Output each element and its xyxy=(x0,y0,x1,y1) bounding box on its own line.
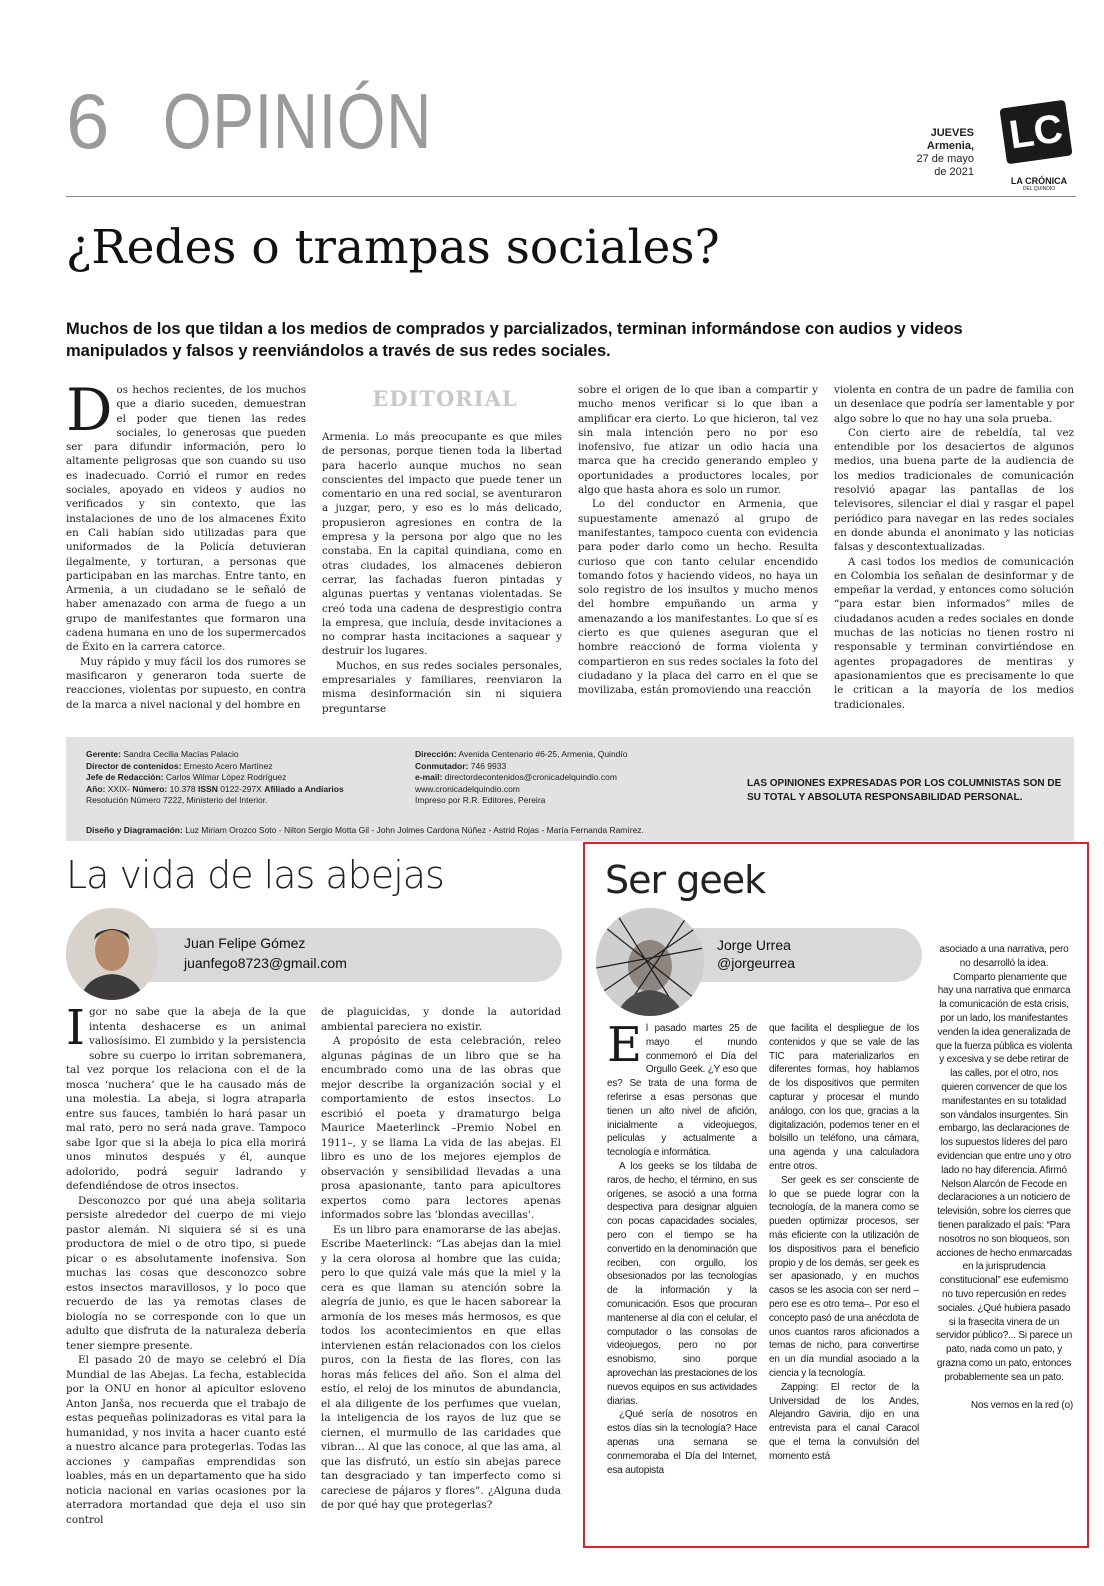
paragraph: l pasado martes 25 de mayo el mundo conmemoró el Día del Orgullo Geek. ¿Y eso que es? Se trata de una forma de referirse a esas personas que tienen un alto nivel de afición, inicialmente a videojuegos, películas y actualmente a tecnología e informática. xyxy=(607,1023,757,1159)
author-name: Juan Felipe Gómez xyxy=(184,935,306,951)
editorial-column-4 xyxy=(834,383,1074,712)
column-title-abejas: La vida de las abejas xyxy=(66,853,444,897)
paragraph: violenta en contra de un padre de familia con un desenlace que podría ser lamentable y por algo sobre lo que no hay una sola prueba. xyxy=(834,384,1074,425)
editorial-label: EDITORIAL xyxy=(372,386,518,411)
author-photo xyxy=(596,908,704,1016)
paragraph: A los geeks se los tildaba de raros, de hecho, el término, en sus orígenes, se asoció a una forma despectiva para designar alguien con pocas capacidades sociales, pero con el tiempo se ha convertido en la denominación que reciben, con orgullo, los obsesionados por las tecnologías de la información y la comunicación. Esos que procuran mantenerse al día con el celular, el computador o las consolas de videojuegos, pero no por esnobismo, sino porque aprovechan las prestaciones de los nuevos equipos en sus actividades diarias. xyxy=(607,1160,757,1407)
dropcap: D xyxy=(66,376,113,444)
newspaper-logo: LC xyxy=(999,100,1072,165)
paragraph: os hechos recientes, de los muchos que a diario suceden, demuestran el poder que tienen las redes sociales, lo generosas que pueden ser para difundir información, pero lo altamente peligrosas que son cuando su uso es inadecuado. Corrió el rumor en redes sociales, apoyado en videos y audios no verificados y sin contexto, que las instalaciones de uno de los almacenes Éxito en Cali habían sido utilizadas para que uniformados de la Policía detuvieran ilegalmente, y torturan, a personas que participaban en las marchas. Entre tanto, en Armenia, a un ciudadano se le señaló de haber amenazado con arma de fuego a un grupo de manifestantes que formaron una cadena humana en uno de los supermercados de Éxito en la carrera catorce. xyxy=(66,384,306,654)
paragraph: Armenia. Lo más preocupante es que miles de personas, porque tienen toda la libertad para hacerlo aunque muchos no sean conscientes del impacto que puede tener un comentario en una red social, se aventuraron a juzgar, pero, y eso es lo más delicado, propusieron agresiones en contra de la empresa y la persona por algo que no les constaba. En la capital quindiana, como en otras ciudades, los almacenes debieron cerrar, las fachadas fueron pintadas y algunas puertas y ventanas violentadas. Se creó toda una cadena de desprestigio contra la empresa, que incluía, desde invitaciones a no comprar hasta incitaciones a saquear y destruir los lugares. xyxy=(322,431,562,658)
date-block xyxy=(890,127,974,179)
editorial-headline: ¿Redes o trampas sociales? xyxy=(66,220,720,275)
header-rule xyxy=(66,196,1076,197)
paragraph: asociado a una narrativa, pero no desarrolló la idea. xyxy=(939,944,1069,969)
geek-column-2 xyxy=(769,1022,919,1464)
email-link[interactable]: directordecontenidos@cronicadelquindio.com xyxy=(444,772,617,782)
paragraph: Muy rápido y muy fácil los dos rumores se masificaron y generaron toda suerte de reacciones, violentas por supuesto, en contra de la marca a nivel nacional y del hombre en xyxy=(66,655,306,711)
paragraph: Es un libro para enamorarse de las abejas. Escribe Maeterlinck: “Las abejas dan la miel y la cera olorosa al hombre que las cuida; pero lo que quizá vale más que la miel y la cera es que llaman su atención sobre la alegría de junio, es que le hacen saborear la armonía de los meses más hermosos, es que todos los acontecimientos en que ellas intervienen están relacionados con los cielos puros, con la fiesta de las flores, con las horas más felices del año. Son el alma del estío, el reloj de los minutos de abundancia, el ala diligente de los perfumes que vuelan, la inteligencia de los rayos de luz que se ciernen, el murmullo de las caridades que vibran... Al que las conoce, al que las ama, al que las disfrutó, un estío sin abejas parece tan desgraciado y tan imperfecto como si careciese de pájaros y flores”. ¿Alguna duda de por qué hay que protegerlas? xyxy=(321,1223,561,1511)
paragraph: sobre el origen de lo que iban a compartir y mucho menos verificar si lo que iban a amplificar era cierto. Lo que hicieron, tal vez sin mala intención pero no por eso inofensivo, fue atizar un odio hacia una marca que ha crecido generando empleo y oportunidades a productores locales, por algo que hasta ahora es solo un rumor. xyxy=(578,384,818,497)
paragraph: A propósito de esta celebración, releo algunas páginas de un libro que se ha encumbrado como una de las obras que mejor describe la organización social y el comportamiento de estos insectos. Lo escribió el poeta y dramaturgo belga Maurice Maeterlinck –Premio Nobel en 1911–, y se llama La vida de las abejas. El libro es uno de los mejores ejemplos de observación y sensibilidad llevadas a una prosa apasionante, tanto para apicultores expertos como para lectores apenas informados sobre las ‘blondas avecillas’. xyxy=(321,1035,561,1221)
author-photo xyxy=(66,908,158,1000)
date-year: de 2021 xyxy=(934,166,974,178)
section-number: 6 xyxy=(66,77,110,165)
author-email[interactable]: juanfego8723@gmail.com xyxy=(184,955,347,971)
logo-subtitle: DEL QUINDÍO xyxy=(1022,186,1056,192)
paragraph: Comparto plenamente que hay una narrativa que enmarca la comunicación de esta crisis, por un lado, los manifestantes venden la idea generalizada de que la fuerza pública es violenta y excesiva y se debe retirar de las calles, por el otro, nos quieren convencer de que los manifestantes en su totalidad son vándalos insurgentes. Sin embargo, las declaraciones de los supuestos líderes del paro evidencian que entre uno y otro lado no hay diferencia. Afirmó Nelson Alarcón de Fecode en declaraciones a un noticiero de televisión, sobre los cierres que tienen paralizado el país: “Para nosotros no son bloqueos, son acciones de hecho enmarcadas en la jurisprudencia constitucional” ese eufemismo no tuvo repercusión en redes sociales. ¿Qué hubiera pasado si la frasecita vinera de un servidor público?... Si parece un pato, nada como un pato, y grazna como un pato, entonces probablemente sea un pato. xyxy=(935,971,1073,1383)
dropcap: I xyxy=(66,1000,85,1056)
editorial-column-1 xyxy=(66,376,306,712)
masthead-design: Diseño y Diagramación: Luz Miriam Orozco Soto - Nilton Sergio Motta Gil - John Jolmes Cardona Núñez - Astrid Rojas - María Fernanda Ramírez. xyxy=(86,825,644,835)
abejas-column-1 xyxy=(66,1000,307,1527)
paragraph: Muchos, en sus redes sociales personales, empresariales y familiares, reenviaron la misma desinformación sin ni siquiera preguntarse xyxy=(322,659,562,715)
opinion-disclaimer: LAS OPINIONES EXPRESADAS POR LOS COLUMNISTAS SON DE SU TOTAL Y ABSOLUTA RESPONSABILIDAD PERSONAL. xyxy=(747,778,1062,803)
date-city: Armenia, xyxy=(926,140,974,152)
paragraph: Con cierto aire de rebeldía, tal vez entendible por los desaciertos de algunos medios, una buena parte de la audiencia de los medios tradicionales de comunicación resolvió apagar las pantallas de los televisores, silenciar el dial y rasgar el papel periódico para navegar en las redes sociales en donde abunda el anonimato y las noticias falsas y descontextualizadas. xyxy=(834,426,1074,554)
paragraph: ¿Qué sería de nosotros en estos días sin la tecnología? Hace apenas una semana se conmemoraba el Día del Internet, esa autopista xyxy=(607,1409,757,1476)
paragraph: Desconozco por qué una abeja solitaria persiste alrededor del cuerpo de mi viejo pastor alemán. Ni siquiera sé si es una productora de miel o de otro tipo, si puede picar o es absolutamente inofensiva. Son muchas las cosas que desconozco sobre estos insectos maravillosos, y lo poco que recuerdo de las ya remotas clases de biología no se corresponde con lo que un adulto que disfruta de la naturaleza debería tener siempre presente. xyxy=(66,1194,306,1352)
author-handle[interactable]: @jorgeurrea xyxy=(717,955,796,971)
paragraph: de plaguicidas, y donde la autoridad ambiental pareciera no existir. xyxy=(321,1006,561,1033)
paragraph: Lo del conductor en Armenia, que supuestamente amenazó al grupo de manifestantes, tampoco cuenta con evidencia para poder darlo como un hecho. Resulta curioso que con tanto celular encendido tomando fotos y haciendo videos, no haya un solo registro de los insultos y mucho menos del hombre empuñando un arma y amenazando a los manifestantes. Lo que sí es cierto es que quienes aseguran que el hombre reaccionó de forma violenta y compartieron en sus redes sociales la foto del ciudadano y la placa del carro en el que se movilizaba, están promoviendo una reacción xyxy=(578,498,818,697)
paragraph: Ser geek es ser consciente de lo que se puede lograr con la tecnología, de la manera como se pueden optimizar procesos, ser más eficiente con la utilización de los dispositivos para el beneficio propio y de los demás, ser geek es ser apasionado, y en muchos casos se les asocia con ser nerd –pero ese es otro tema–. Por eso el concepto pasó de una anécdota de unos cuantos raros aficionados a temas de nicho, para convertirse en un día mundial asociado a la ciencia y la tecnología. xyxy=(769,1174,919,1379)
section-name: OPINIÓN xyxy=(163,77,433,165)
editorial-column-2 xyxy=(322,430,562,716)
editorial-column-3 xyxy=(578,383,818,698)
paragraph: gor no sabe que la abeja de la que intenta deshacerse es un animal valiosísimo. El zumbido y la persistencia sobre su cuerpo lo irritan sobremanera, tal vez porque los relaciona con el de la mosca ‘nuchera’ que le ha causado más de una molestia. La abeja, si logra atraparla entre sus fauces, también lo hará pasar un mal rato, pero no será nada grave. Tampoco sabe Igor que si la abeja lo pica ella morirá unos minutos después y él, aunque adolorido, podrá seguir ladrando y defendiéndose de otros insectos. xyxy=(66,1006,306,1192)
masthead-staff: Gerente: Sandra Cecilia Macías Palacio Director de contenidos: Ernesto Acero Martínez Jefe de Redacción: Carlos Wilmar López Rodríguez Año: XXIX- Número: 10.378 ISSN 0122-297X Afiliado a Andiarios Resolución Número 7222, Ministerio del Interior. xyxy=(86,749,344,805)
author-photo-icon xyxy=(596,908,704,1016)
paragraph: El pasado 20 de mayo se celebró el Día Mundial de las Abejas. La fecha, establecida por la ONU en honor al apicultor esloveno Anton Janša, nos recuerda que el trabajo de estas pequeñas polinizadoras es vital para la humanidad, y nos invita a hacer cuanto esté a nuestro alcance para protegerlas. Todas las acciones y campañas emprendidas son loables, más en un departamento que ha sido noticia nacional en varias ocasiones por la aterradora mortandad que deja el uso sin control xyxy=(66,1354,307,1526)
dropcap: E xyxy=(607,1017,642,1073)
logo-name: LA CRÓNICA xyxy=(1010,176,1068,186)
geek-column-1 xyxy=(607,1017,757,1477)
date-day: JUEVES xyxy=(930,127,974,139)
paragraph: A casi todos los medios de comunicación en Colombia los señalan de desinformar y de empeñar la verdad, y entonces como solución “para estar bien informados” miles de ciudadanos acuden a redes sociales en donde muchas de las noticias no tienen rostro ni responsable y terminan convirtiéndose en agentes propagadores de mentiras y apasionamientos que es precisamente lo que le critican a la mayoría de los medios tradicionales. xyxy=(834,555,1074,711)
web-link[interactable]: www.cronicadelquindio.com xyxy=(415,783,520,794)
geek-column-3 xyxy=(935,943,1073,1412)
abejas-column-2 xyxy=(321,1005,561,1513)
author-name: Jorge Urrea xyxy=(717,937,791,953)
paragraph: que facilita el despliegue de los contenidos y que se vale de las TIC para materializarlos en diferentes formas, hoy hablamos de los dispositivos que permiten capturar y procesar el mundo análogo, con los que, gracias a la digitalización, podemos tener en el bolsillo un teléfono, una cámara, una agenda y una calculadora entre otros. xyxy=(769,1023,919,1172)
column-title-geek: Ser geek xyxy=(605,858,766,902)
paragraph: Zapping: El rector de la Universidad de los Andes, Alejandro Gaviria, dijo en una entrevista para el canal Caracol que el tema la convulsión del momento está xyxy=(769,1381,919,1462)
masthead-contact: Dirección: Avenida Centenario #6-25, Armenia, Quindío Conmutador: 746 9933 e-mail: directordecontenidos@cronicadelquindio.com www.cronicadelquindio.com Impreso por R.R. Editores, Pereira xyxy=(415,749,735,807)
editorial-deck: Muchos de los que tildan a los medios de comprados y parcializados, terminan informándose con audios y videos manipulados y falsos y reenviándolos a través de sus redes sociales. xyxy=(66,320,963,360)
author-photo-icon xyxy=(66,908,158,1000)
closing-line: Nos vemos en la red (o) xyxy=(970,1399,1073,1411)
date-date: 27 de mayo xyxy=(916,153,974,165)
